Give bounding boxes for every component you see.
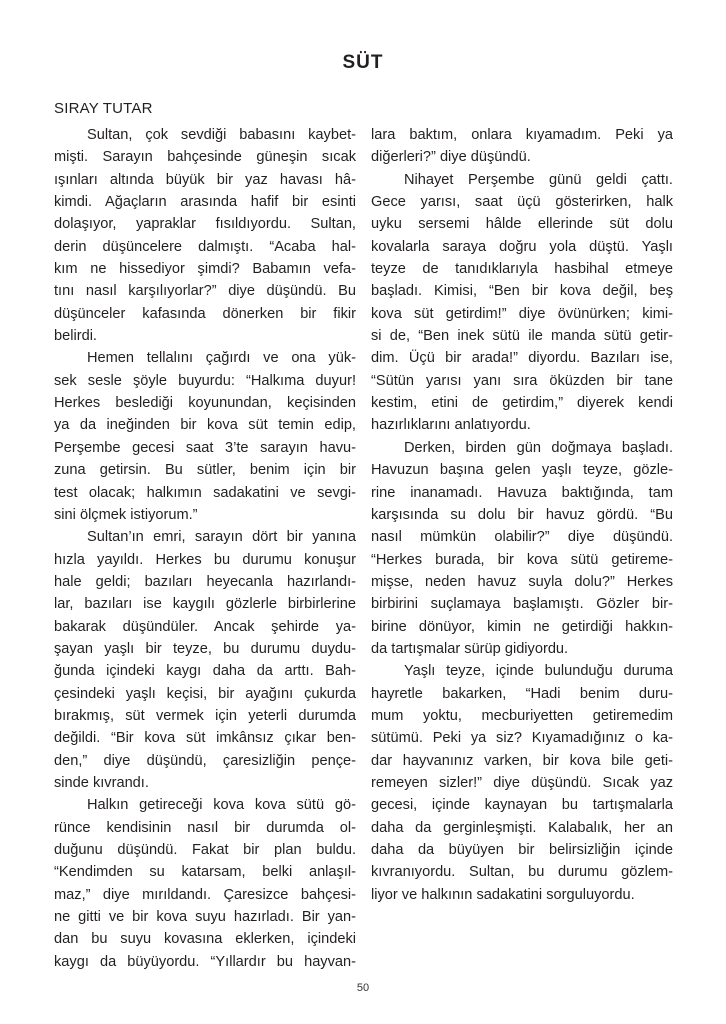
text-line: dar hayvanınız varken, bir kova bile geti- [371, 752, 673, 769]
text-line: Herkes beslediği koyunundan, keçisinden [54, 395, 356, 412]
text-line: sütümü. Peki ya siz? Kıyamadığınız o ka- [371, 730, 673, 747]
text-line: “Sütün yarısı yanı sıra öküzden bir tane [371, 372, 673, 389]
text-line: si de, “Ben inek sütü ile manda sütü getir- [371, 328, 673, 345]
text-line: birbirini suçlamaya başlamıştı. Gözler bir- [371, 596, 673, 613]
text-line: sinde kıvrandı. [54, 774, 149, 791]
text-line: sek sesle şöyle buyurdu: “Halkıma duyur! [54, 372, 356, 389]
text-line: hızla yayıldı. Herkes bu durumu konuşur [54, 551, 356, 568]
text-line: lar, bazıları ise kaygılı gözlerle birbirlerine [54, 596, 356, 613]
text-line: mum yoktu, mecburiyetten getiremedim [371, 707, 673, 724]
text-line: remeyen sizler!” diye düşündü. Sıcak yaz [371, 774, 673, 791]
text-line: hayretle bakarken, “Hadi benim duru- [371, 685, 673, 702]
text-line: test olacak; halkımın sadakatini ve sevgi- [54, 484, 356, 501]
text-line: kım ne hissediyor şimdi? Babamın vefa- [54, 261, 356, 278]
text-line: rünce kendisinin nasıl bir durumda ol- [54, 819, 356, 836]
text-line: değildi. “Bir kova süt imkânsız çıkar ben- [54, 730, 356, 747]
text-line: belirdi. [54, 328, 97, 345]
text-line: hazırlıklarını anlatıyordu. [371, 417, 531, 434]
text-line: Yaşlı teyze, içinde bulunduğu duruma [404, 663, 673, 680]
page-title: SÜT [342, 52, 384, 73]
text-line: gecesi, içinde kaynayan bu tartışmalarla [371, 797, 673, 814]
text-line: Havuzun başına gelen yaşlı teyze, gözle- [371, 462, 673, 479]
text-line: başladı. Kimisi, “Ben bir kova değil, beş [371, 283, 673, 300]
text-line: tını nasıl karşılıyorlar?” diye düşündü. Bu [54, 283, 356, 300]
text-line: düşünceler kafasında dönerken bir fikir [54, 305, 356, 322]
text-line: ışınları altında büyük bir yaz havası hâ- [54, 171, 356, 188]
text-line: dolaşıyor, yapraklar fısıldıyordu. Sultan, [54, 216, 356, 233]
text-line: uyku sersemi hâlde ellerinde süt dolu [371, 216, 673, 233]
text-line: daha da gerginleşmişti. Kalabalık, her an [371, 819, 673, 836]
text-line: sini ölçmek istiyorum.” [54, 506, 198, 523]
text-line: Perşembe gecesi saat 3’te sarayın havu- [54, 439, 356, 456]
text-line: da tartışmalar sürüp gidiyordu. [371, 640, 569, 657]
text-line: kova süt getirdim!” diye övünürken; kimi- [371, 305, 673, 322]
text-line: şayan yaşlı bir teyze, bu durumu duydu- [54, 640, 356, 657]
text-line: Gece yarısı, saat üçü gösterirken, halk [371, 194, 673, 211]
text-line: Hemen tellalını çağırdı ve ona yük- [87, 350, 356, 367]
right-column [371, 124, 673, 906]
text-line: ğunda içindeki kaygı daha da arttı. Bah- [54, 663, 356, 680]
text-line: çesindeki yaşlı keçisi, bir ayağını çukurda [54, 685, 356, 702]
text-line: hale geldi; bazıları heyecanla hazırlandı- [54, 573, 356, 590]
text-line: duğunu düşündü. Fakat bir plan buldu. [54, 842, 356, 858]
text-line: Sultan, çok sevdiği babasını kaybet- [87, 127, 356, 143]
text-line: kestim, etini de getirdim,” diyerek kendi [371, 395, 673, 412]
left-column [54, 124, 356, 973]
text-line: kıvranıyordu. Sultan, bu durumu gözlem- [371, 864, 673, 881]
text-line: nasıl mümkün olabilir?” diye düşündü. [371, 529, 673, 546]
text-line: ya da ineğinden bir kova süt temin edip, [54, 417, 356, 434]
text-line: bakarak düşündüler. Ancak şehirde ya- [54, 618, 356, 635]
text-line: karşısında su dolu bir havuz gördü. “Bu [371, 506, 673, 523]
text-line: Derken, birden gün doğmaya başladı. [404, 439, 673, 456]
text-line: Nihayet Perşembe günü geldi çattı. [404, 171, 673, 188]
text-line: kimdi. Ağaçların arasında hafif bir esinti [54, 194, 356, 211]
text-line: den,” diye düşündü, çaresizliğin pençe- [54, 752, 356, 769]
text-line: liyor ve halkının sadakatini sorguluyordu. [371, 886, 635, 903]
text-line: derin düşüncelere dalmıştı. “Acaba hal- [54, 238, 356, 255]
text-line: kovalarla saraya doğru yola düştü. Yaşlı [371, 238, 673, 255]
text-line: Sultan’ın emri, sarayın dört bir yanına [87, 529, 356, 546]
text-line: zuna getirsin. Bu sütler, benim için bir [54, 462, 356, 479]
text-line: dan bu suyu kovasına eklerken, içindeki [54, 931, 356, 948]
text-line: dim. Üçü bir arada!” diyordu. Bazıları ise, [371, 350, 673, 367]
text-line: kaygı da büyüyordu. “Yıllardır bu hayvan- [54, 953, 356, 970]
text-line: bırakmış, süt vermek için yeterli durumda [54, 707, 356, 724]
author-name: SIRAY TUTAR [54, 100, 153, 117]
text-line: teyze de tanıdıklarıyla hasbihal etmeye [371, 261, 673, 278]
page-number: 50 [356, 982, 370, 994]
text-line: “Herkes burada, bir kova sütü getireme- [371, 551, 673, 568]
text-line: diğerleri?” diye düşündü. [371, 149, 531, 166]
text-line: mişti. Sarayın bahçesinde güneşin sıcak [54, 149, 356, 166]
text-line: maz,” diye mırıldandı. Çaresizce bahçesi- [54, 886, 356, 903]
text-line: birine dönüyor, kimin ne getirdiği hakkın- [371, 618, 673, 635]
text-line: rine inanamadı. Havuza baktığında, tam [371, 484, 673, 501]
text-line: mişse, neden havuz suyla dolu?” Herkes [371, 573, 673, 590]
text-line: lara baktım, onlara kıyamadım. Peki ya [371, 127, 673, 143]
text-line: ne gitti ve bir kova suyu hazırladı. Bir yan- [54, 909, 356, 926]
text-line: “Kendimden su katarsam, belki anlaşıl- [54, 864, 356, 881]
text-line: Halkın getireceği kova kova sütü gö- [87, 797, 356, 814]
text-line: daha da büyüyen bir belirsizliğin içinde [371, 842, 673, 858]
